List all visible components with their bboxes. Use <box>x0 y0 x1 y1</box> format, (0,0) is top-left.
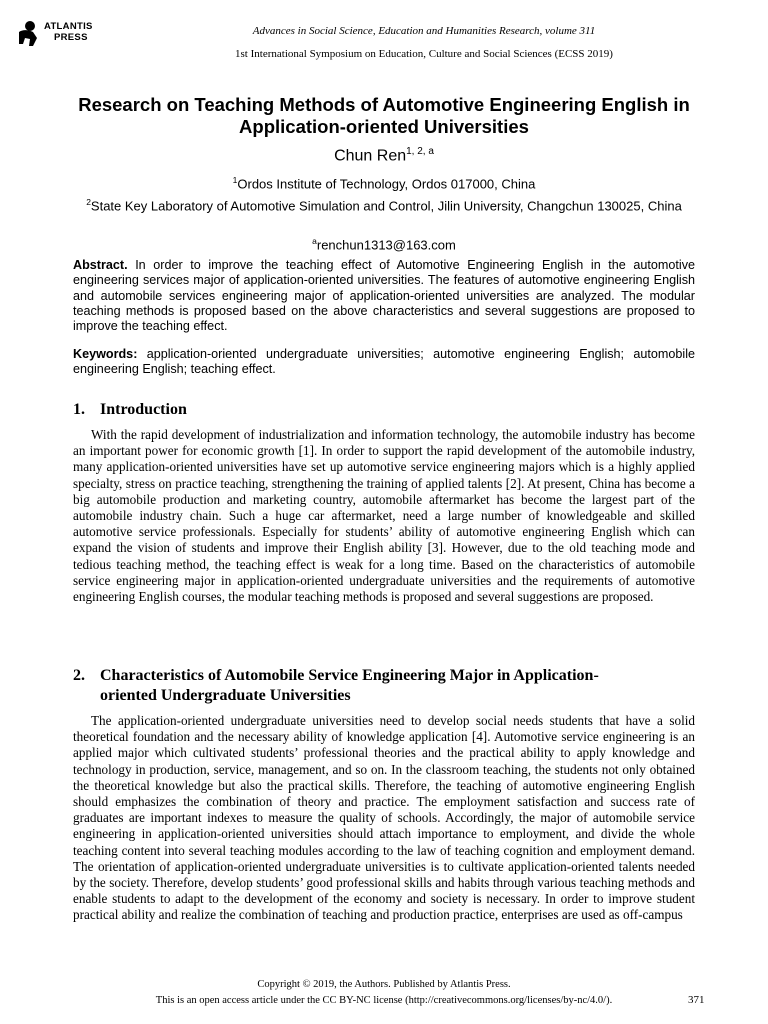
section-1-title: Introduction <box>100 401 187 418</box>
email-marker: a <box>312 236 317 246</box>
affiliation-1 <box>72 172 696 192</box>
page-number: 371 <box>688 994 705 1006</box>
publisher-name-line1: ATLANTIS <box>44 21 93 32</box>
affiliation-1-text: Ordos Institute of Technology, Ordos 017000, China <box>237 176 536 192</box>
affiliation-2 <box>72 194 696 214</box>
section-2-number: 2. <box>73 667 85 684</box>
author-name: Chun Ren <box>334 147 407 165</box>
section-2-title-line2: oriented Undergraduate Universities <box>100 687 351 704</box>
publisher-logo <box>17 17 102 49</box>
section-1-heading <box>73 400 187 420</box>
author-superscript: 1, 2, a <box>406 146 434 157</box>
affiliation-2-text: State Key Laboratory of Automotive Simulation and Control, Jilin University, Changchun 130025, China <box>90 198 682 214</box>
abstract-text: In order to improve the teaching effect of Automotive Engineering English in the automotive engineering services major of application-oriented universities. The features of automotive engineering English and automobile services engineering major of application-oriented universities are analyzed. The modular teaching methods is proposed based on the above characteristics and several suggestions are proposed to improve the teaching effect. <box>73 258 695 334</box>
affiliation-1-marker: 1 <box>232 175 238 185</box>
section-1-number: 1. <box>73 401 85 418</box>
abstract-label: Abstract. <box>73 258 128 272</box>
author-email <box>72 233 696 253</box>
publisher-name-line2: PRESS <box>54 32 88 43</box>
journal-header: Advances in Social Science, Education and Humanities Research, volume 311 <box>252 25 596 37</box>
section-1-body: With the rapid development of industrialization and information technology, the automobile industry has become an important power for economic growth [1]. In order to support the rapid development of the automobile industry, many application-oriented universities have set up automotive service engineering majors which is a highly applied specialty, stress on practice teaching, strengthening the training of applied talents [2]. At present, China has become a big automobile production and marketing country, automobile aftermarket has become the largest part of the automobile industry chain. Such a huge car aftermarket, need a large number of knowledgeable and skilled automotive service professionals. Especially for students’ ability of automotive engineering English which can expand the vision of students and improve their English ability [3]. However, due to the old teaching mode and tedious teaching method, the teaching effect is weak for a long time. Based on the characteristics of automobile service engineering major in application-oriented undergraduate universities and the requirements of automotive engineering English courses, the modular teaching methods is proposed and several suggestions are proposed. <box>73 427 695 605</box>
abstract <box>73 258 695 334</box>
keywords <box>73 347 695 378</box>
section-2-heading <box>73 666 695 706</box>
atlas-figure-icon <box>17 20 41 46</box>
email-text: renchun1313@163.com <box>316 237 456 253</box>
keywords-label: Keywords: <box>73 347 138 361</box>
conference-header: 1st International Symposium on Education, Culture and Social Sciences (ECSS 2019) <box>235 48 613 60</box>
paper-title: Research on Teaching Methods of Automotive Engineering English in Application-oriented Universities <box>78 94 690 137</box>
affiliation-2-marker: 2 <box>86 197 91 207</box>
license-notice: This is an open access article under the CC BY-NC license (http://creativecommons.org/licenses/by-nc/4.0/). <box>155 995 613 1006</box>
copyright-notice: Copyright © 2019, the Authors. Published by Atlantis Press. <box>257 979 511 990</box>
author-line <box>0 146 768 165</box>
section-2-body: The application-oriented undergraduate universities need to develop social needs students that have a solid theoretical foundation and the necessary ability of knowledge application [4]. Automotive service engineering is an applied major which cultivated students’ professional theories and the practical ability to apply knowledge and technology in production, service, management, and so on. In the classroom teaching, the students not only obtained the theoretical knowledge but also the practical skills. Therefore, the teaching of automotive engineering English should emphasizes the combination of theory and practice. The employment satisfaction and success rate of graduates are important indexes to measure the quality of schools. Accordingly, the major of automobile service engineering in application-oriented universities should attach importance to employment, and divide the whole teaching content into several teaching modules according to the law of teaching cognition and employment demand. The orientation of application-oriented undergraduate universities is to cultivate application-oriented talents needed by the society. Therefore, develop students’ good professional skills and habits through various teaching methods and enable students to adapt to the development of the economy and society is necessary. In order to improve student practical ability and realize the combination of teaching and production practice, enterprises are used as off-campus <box>73 713 695 923</box>
keywords-text: application-oriented undergraduate universities; automotive engineering English; automobile engineering English; teaching effect. <box>73 347 696 377</box>
section-2-title-line1: Characteristics of Automobile Service Engineering Major in Application- <box>100 667 599 684</box>
